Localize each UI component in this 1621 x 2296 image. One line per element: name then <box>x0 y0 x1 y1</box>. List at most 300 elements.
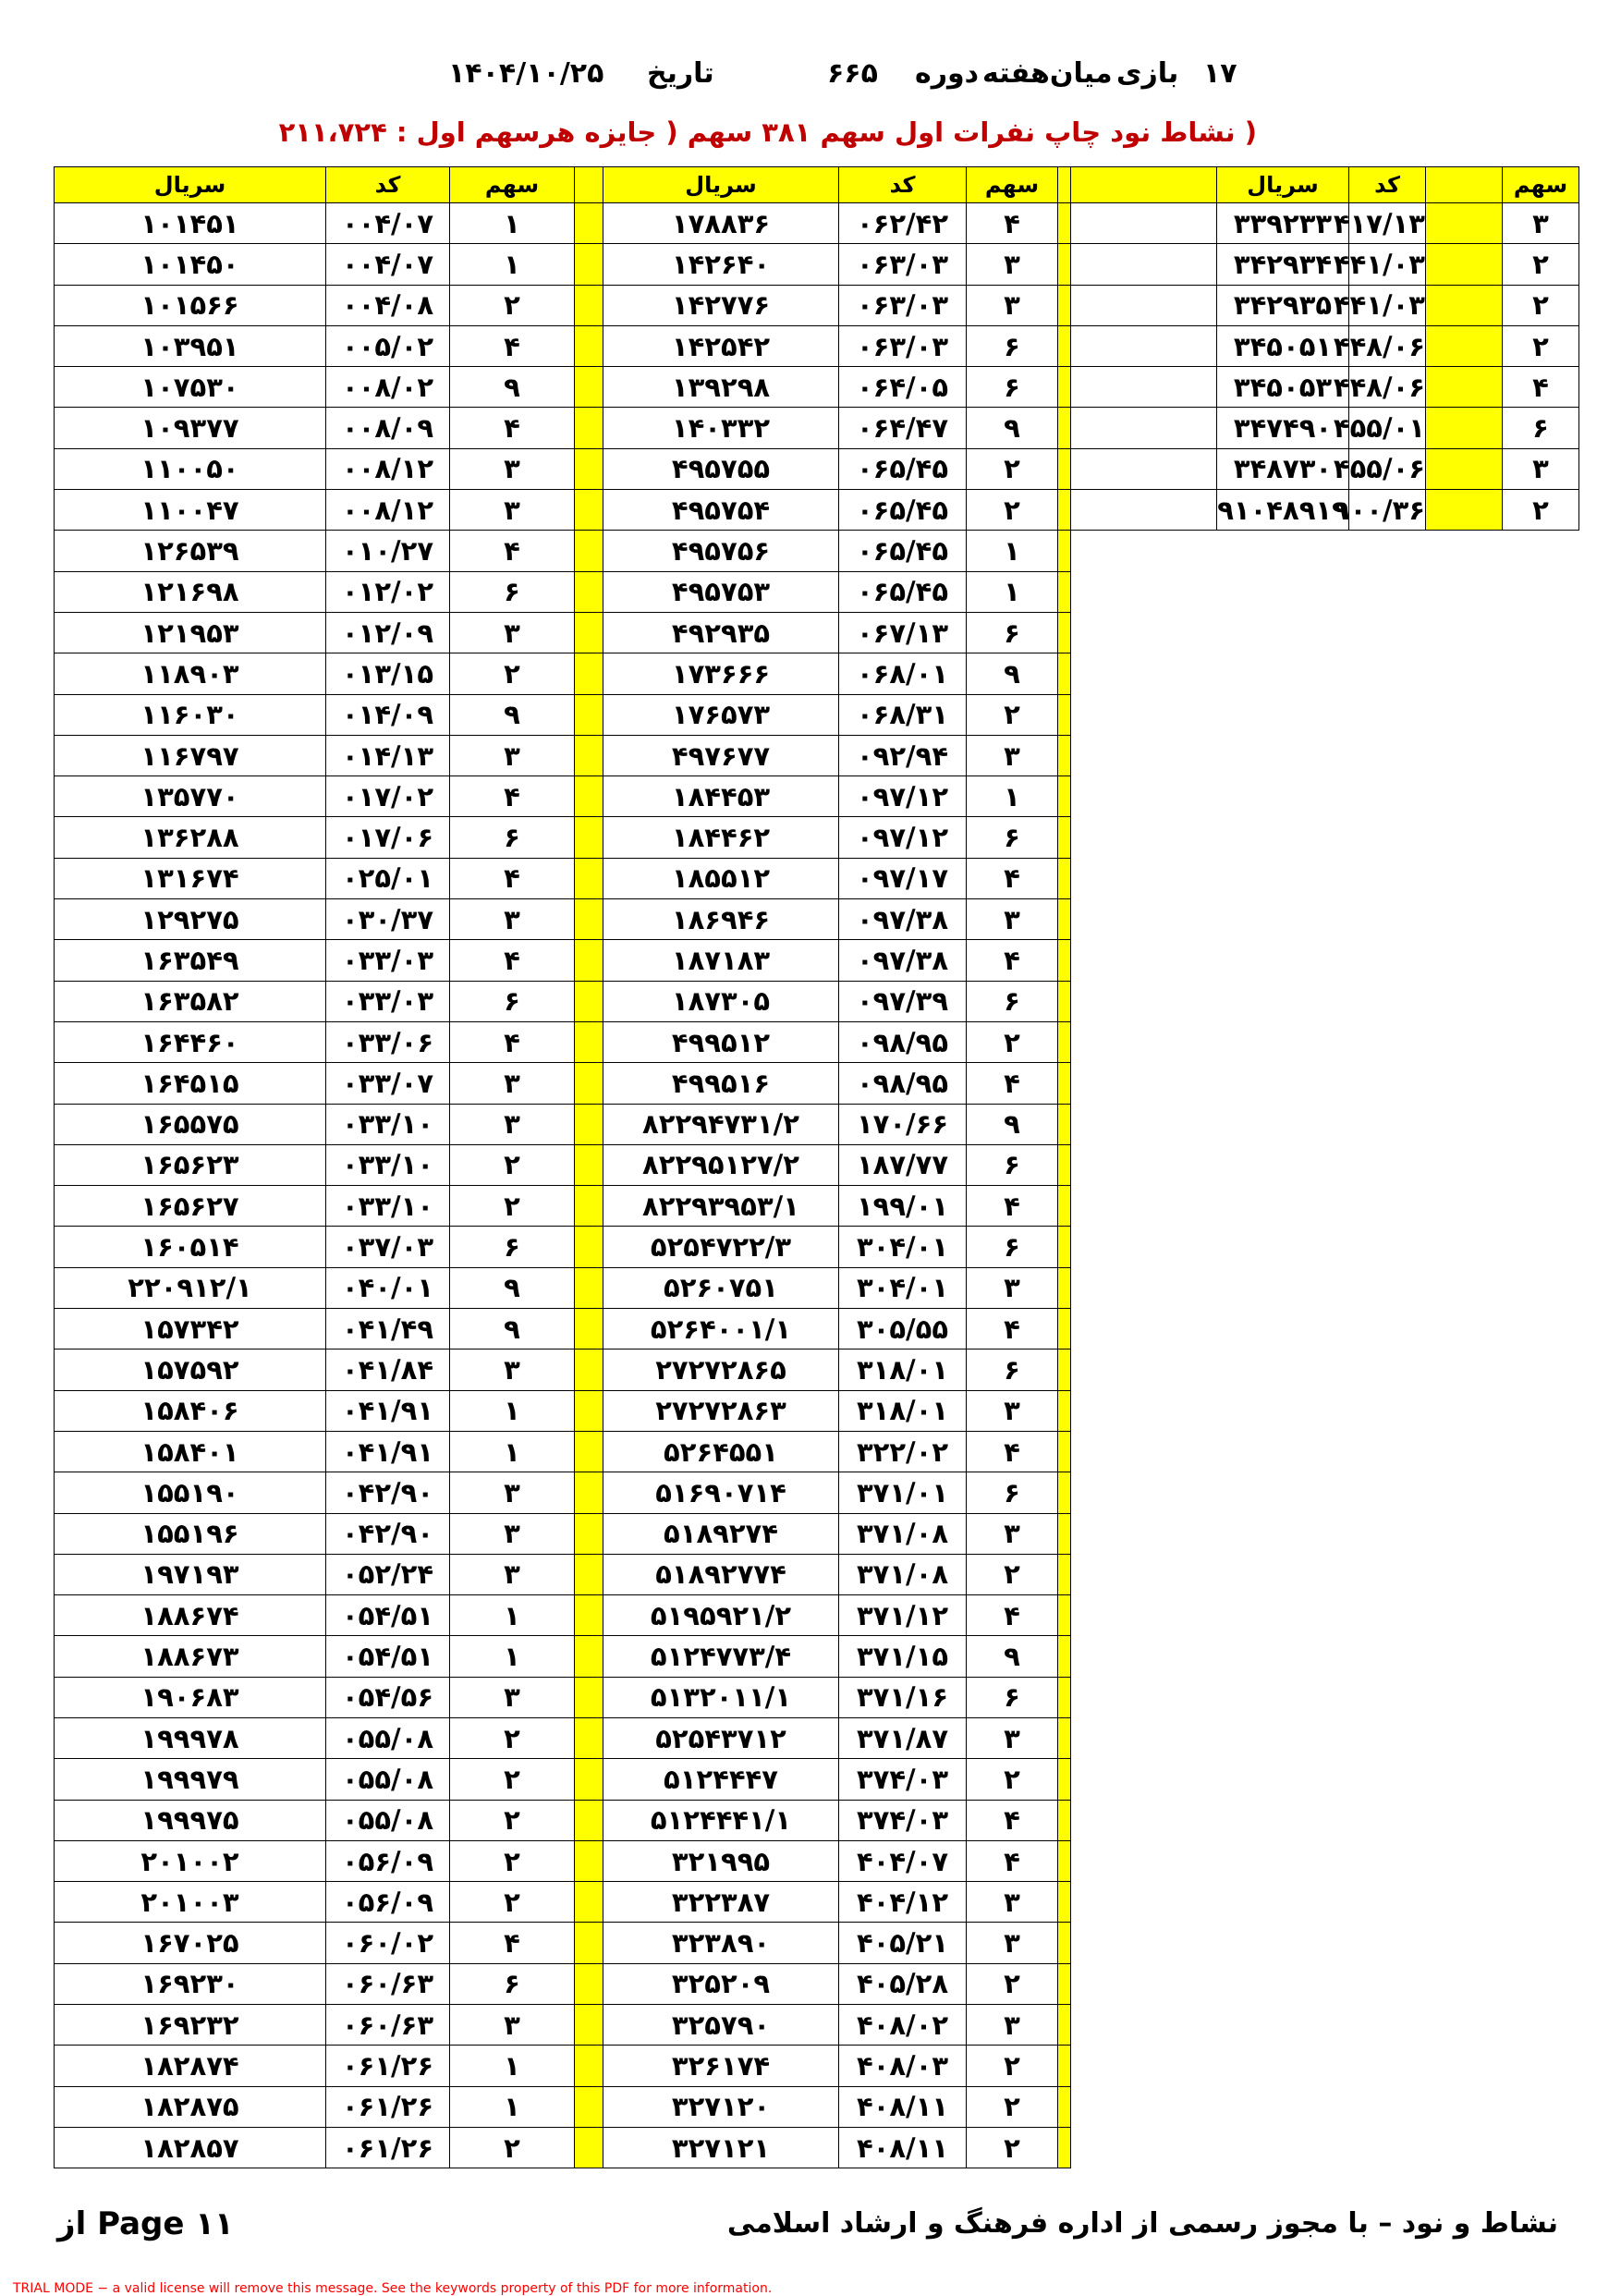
share-cell: ۳ <box>967 1717 1058 1758</box>
share-cell: ۳ <box>450 1677 575 1717</box>
serial-cell: ۱۰۷۵۳۰ <box>55 367 326 408</box>
code-cell: ۴۰۴/۰۷ <box>839 1840 967 1881</box>
date-label: تاریخ <box>647 57 714 90</box>
serial-cell: ۱۸۲۸۵۷ <box>55 2127 326 2168</box>
share-cell: ۴ <box>450 858 575 898</box>
code-cell: ۰۴۲/۹۰ <box>326 1472 450 1513</box>
share-cell: ۳ <box>450 1350 575 1390</box>
spacer-cell <box>575 858 603 898</box>
code-cell: ۰۴۱/۴۹ <box>326 1309 450 1350</box>
spacer-cell <box>575 1021 603 1062</box>
serial-cell: ۱۴۲۷۷۶ <box>603 285 839 325</box>
share-cell: ۲ <box>450 1144 575 1185</box>
serial-cell: ۱۸۶۹۴۶ <box>603 899 839 940</box>
share-cell: ۲ <box>1503 325 1579 366</box>
serial-cell: ۱۶۵۵۷۵ <box>55 1104 326 1144</box>
code-cell: ۰۳۳/۰۳ <box>326 981 450 1021</box>
table-row <box>55 325 1071 366</box>
code-cell: ۰۰۸/۱۲ <box>326 448 450 489</box>
spacer-cell <box>1058 285 1071 325</box>
share-cell: ۲ <box>450 285 575 325</box>
code-cell: ۰۰۴/۰۸ <box>326 285 450 325</box>
serial-cell: ۱۸۷۱۸۳ <box>603 940 839 981</box>
spacer-cell <box>575 1227 603 1267</box>
share-cell: ۲ <box>450 653 575 694</box>
code-cell: ۰۵۵/۰۸ <box>326 1759 450 1800</box>
serial-cell: ۱۸۴۴۶۲ <box>603 817 839 858</box>
share-cell: ۱ <box>450 1595 575 1636</box>
serial-cell: ۱۹۹۹۷۵ <box>55 1800 326 1840</box>
serial-cell: ۲۰۱۰۰۲ <box>55 1840 326 1881</box>
spacer-cell <box>575 367 603 408</box>
table-row <box>55 1144 1071 1185</box>
serial-cell: ۳۲۲۳۸۷ <box>603 1882 839 1923</box>
table-row <box>55 571 1071 612</box>
share-cell: ۳ <box>450 899 575 940</box>
spacer-cell <box>575 1554 603 1594</box>
serial-cell: ۳۲۱۹۹۵ <box>603 1840 839 1881</box>
serial-cell: ۳۲۷۱۲۰ <box>603 2086 839 2127</box>
report-subtitle: ( نشاط نود چاپ نفرات اول سهم ۳۸۱ سهم ( جایزه هرسهم اول : ۲۱۱،۷۲۴ <box>278 116 1257 148</box>
spacer-cell <box>575 1431 603 1472</box>
spacer-cell <box>575 408 603 448</box>
table-row <box>55 1063 1071 1104</box>
code-cell: ۰۰۸/۱۲ <box>326 490 450 531</box>
serial-cell: ۱۹۷۱۹۳ <box>55 1554 326 1594</box>
spacer-cell <box>575 2005 603 2046</box>
code-cell: ۳۰۴/۰۱ <box>839 1227 967 1267</box>
spacer-cell <box>575 2046 603 2086</box>
serial-cell: ۱۴۲۶۴۰ <box>603 244 839 285</box>
code-cell: ۰۶۵/۴۵ <box>839 531 967 571</box>
spacer-cell <box>575 1267 603 1308</box>
share-cell: ۴ <box>967 1063 1058 1104</box>
share-cell: ۳ <box>450 2005 575 2046</box>
spacer-cell <box>575 1063 603 1104</box>
code-cell: ۰۳۳/۰۷ <box>326 1063 450 1104</box>
share-cell: ۴ <box>967 1800 1058 1840</box>
spacer-cell <box>1058 1800 1071 1840</box>
spacer-cell <box>1058 1840 1071 1881</box>
code-cell: ۰۶۰/۶۳ <box>326 1963 450 2004</box>
table-row <box>55 1227 1071 1267</box>
share-cell: ۳ <box>1503 448 1579 489</box>
code-cell: ۳۷۱/۱۵ <box>839 1636 967 1677</box>
share-cell: ۳ <box>967 285 1058 325</box>
share-cell: ۶ <box>967 1227 1058 1267</box>
header-serial: سریال <box>55 167 326 203</box>
table-row <box>55 448 1071 489</box>
license-notice: نشاط و نود – با مجوز رسمی از اداره فرهنگ و ارشاد اسلامی <box>726 2207 1558 2240</box>
share-cell: ۶ <box>967 817 1058 858</box>
serial-cell: ۵۱۳۲۰۱۱/۱ <box>603 1677 839 1717</box>
serial-cell: ۱۴۲۵۴۲ <box>603 325 839 366</box>
code-cell: ۴۰۸/۰۲ <box>839 2005 967 2046</box>
code-cell: ۰۲۵/۰۱ <box>326 858 450 898</box>
code-cell: ۰۱۳/۱۵ <box>326 653 450 694</box>
spacer-cell <box>575 1840 603 1881</box>
code-cell: ۰۶۳/۰۳ <box>839 285 967 325</box>
results-table-main <box>54 166 1071 2168</box>
share-cell: ۴ <box>450 531 575 571</box>
serial-cell: ۱۷۸۸۳۶ <box>603 203 839 244</box>
table-row <box>55 1472 1071 1513</box>
code-cell: ۰۱۷/۰۲ <box>326 776 450 817</box>
code-cell: ۰۳۷/۰۳ <box>326 1227 450 1267</box>
code-cell: ۰۱۲/۰۲ <box>326 571 450 612</box>
spacer-cell <box>1058 1104 1071 1144</box>
spacer-cell <box>1426 408 1503 448</box>
code-cell: ۰۰۵/۰۲ <box>326 325 450 366</box>
share-cell: ۲ <box>967 1554 1058 1594</box>
header-code: کد <box>1349 167 1426 203</box>
spacer-cell <box>575 1350 603 1390</box>
spacer-cell <box>1058 653 1071 694</box>
serial-cell: ۴۹۹۵۱۲ <box>603 1021 839 1062</box>
code-cell: ۰۶۵/۴۵ <box>839 490 967 531</box>
spacer-cell <box>575 1472 603 1513</box>
spacer-cell <box>1426 448 1503 489</box>
spacer-cell <box>1070 244 1217 285</box>
share-cell: ۲ <box>1503 285 1579 325</box>
code-cell: ۳۷۴/۰۳ <box>839 1800 967 1840</box>
spacer-cell <box>575 1513 603 1554</box>
code-cell: ۱۹۹/۰۱ <box>839 1186 967 1227</box>
spacer-cell <box>1058 735 1071 776</box>
spacer-cell <box>575 244 603 285</box>
spacer-cell <box>1426 325 1503 366</box>
share-cell: ۲ <box>967 2127 1058 2168</box>
spacer-cell <box>1058 1267 1071 1308</box>
share-cell: ۹ <box>967 408 1058 448</box>
serial-cell: ۱۵۷۵۹۲ <box>55 1350 326 1390</box>
serial-cell: ۵۲۶۴۵۵۱ <box>603 1431 839 1472</box>
table-row <box>1070 408 1579 448</box>
share-cell: ۲ <box>450 1759 575 1800</box>
spacer-cell <box>1058 1350 1071 1390</box>
spacer-cell <box>1426 490 1503 531</box>
spacer-cell <box>1058 1227 1071 1267</box>
code-cell: ۴۵۵/۰۱ <box>1349 408 1426 448</box>
spacer-cell <box>1058 1144 1071 1185</box>
share-cell: ۴ <box>967 1840 1058 1881</box>
code-cell: ۳۱۸/۰۱ <box>839 1350 967 1390</box>
code-cell: ۴۱۷/۱۳ <box>1349 203 1426 244</box>
serial-cell: ۱۸۲۸۷۴ <box>55 2046 326 2086</box>
code-cell: ۰۶۱/۲۶ <box>326 2086 450 2127</box>
serial-cell: ۱۵۵۱۹۰ <box>55 1472 326 1513</box>
code-cell: ۴۴۱/۰۳ <box>1349 244 1426 285</box>
serial-cell: ۱۳۵۷۷۰ <box>55 776 326 817</box>
share-cell: ۳ <box>967 899 1058 940</box>
code-cell: ۰۳۳/۰۶ <box>326 1021 450 1062</box>
table-row <box>55 1717 1071 1758</box>
serial-cell: ۵۱۲۴۴۴۷ <box>603 1759 839 1800</box>
spacer-cell <box>1426 367 1503 408</box>
table-row <box>55 817 1071 858</box>
serial-cell: ۲۲۰۹۱۲/۱ <box>55 1267 326 1308</box>
header-serial: سریال <box>1217 167 1349 203</box>
serial-cell: ۱۶۰۵۱۴ <box>55 1227 326 1267</box>
code-cell: ۰۶۴/۰۵ <box>839 367 967 408</box>
code-cell: ۱۸۷/۷۷ <box>839 1144 967 1185</box>
serial-cell: ۱۶۹۲۳۰ <box>55 1963 326 2004</box>
code-cell: ۰۳۰/۳۷ <box>326 899 450 940</box>
spacer-cell <box>575 1963 603 2004</box>
code-cell: ۰۵۶/۰۹ <box>326 1882 450 1923</box>
spacer-cell <box>575 1636 603 1677</box>
page-number: Page ۱۱ از <box>57 2205 234 2242</box>
spacer-cell <box>1058 1431 1071 1472</box>
share-cell: ۲ <box>1503 490 1579 531</box>
code-cell: ۰۵۴/۵۱ <box>326 1636 450 1677</box>
share-cell: ۳ <box>450 1472 575 1513</box>
share-cell: ۴ <box>967 1186 1058 1227</box>
share-cell: ۶ <box>967 325 1058 366</box>
spacer-cell <box>575 531 603 571</box>
spacer-cell <box>1058 367 1071 408</box>
spacer-cell <box>1058 1759 1071 1800</box>
share-cell: ۶ <box>450 981 575 1021</box>
code-cell: ۳۷۱/۰۸ <box>839 1554 967 1594</box>
code-cell: ۰۱۴/۰۹ <box>326 694 450 735</box>
table-row <box>55 1267 1071 1308</box>
serial-cell: ۱۸۷۳۰۵ <box>603 981 839 1021</box>
spacer-cell <box>1058 1063 1071 1104</box>
serial-cell: ۱۶۴۴۶۰ <box>55 1021 326 1062</box>
code-cell: ۰۵۵/۰۸ <box>326 1800 450 1840</box>
spacer-cell <box>1058 817 1071 858</box>
table-row <box>55 653 1071 694</box>
share-cell: ۱ <box>450 1390 575 1431</box>
spacer-cell <box>1058 1309 1071 1350</box>
spacer-cell <box>575 776 603 817</box>
share-cell: ۴ <box>450 776 575 817</box>
table-row <box>55 1677 1071 1717</box>
share-cell: ۶ <box>450 817 575 858</box>
code-cell: ۴۰۸/۱۱ <box>839 2086 967 2127</box>
spacer-cell <box>1070 367 1217 408</box>
share-cell: ۴ <box>967 940 1058 981</box>
share-cell: ۴ <box>450 408 575 448</box>
code-cell: ۰۹۷/۳۸ <box>839 940 967 981</box>
share-cell: ۳ <box>450 1554 575 1594</box>
table-row <box>55 1800 1071 1840</box>
spacer-cell <box>575 735 603 776</box>
spacer-cell <box>1426 203 1503 244</box>
code-cell: ۰۴۱/۹۱ <box>326 1390 450 1431</box>
serial-cell: ۴۹۲۹۳۵ <box>603 612 839 653</box>
table-row <box>55 531 1071 571</box>
spacer-cell <box>575 899 603 940</box>
header-spacer <box>1070 167 1217 203</box>
spacer-cell <box>575 1882 603 1923</box>
share-cell: ۳ <box>450 1104 575 1144</box>
serial-cell: ۱۸۸۶۷۴ <box>55 1595 326 1636</box>
code-cell: ۰۴۲/۹۰ <box>326 1513 450 1554</box>
serial-cell: ۱۹۹۹۷۸ <box>55 1717 326 1758</box>
spacer-cell <box>575 1923 603 1963</box>
share-cell: ۳ <box>967 1390 1058 1431</box>
share-cell: ۲ <box>450 1717 575 1758</box>
code-cell: ۰۶۳/۰۳ <box>839 325 967 366</box>
share-cell: ۶ <box>967 1144 1058 1185</box>
spacer-cell <box>1058 2127 1071 2168</box>
serial-cell: ۱۱۶۰۳۰ <box>55 694 326 735</box>
share-cell: ۱ <box>450 1431 575 1472</box>
spacer-cell <box>1070 285 1217 325</box>
code-cell: ۳۷۴/۰۳ <box>839 1759 967 1800</box>
serial-cell: ۳۴۲۹۳۴ <box>1217 244 1349 285</box>
code-cell: ۰۶۸/۳۱ <box>839 694 967 735</box>
spacer-cell <box>575 694 603 735</box>
share-cell: ۴ <box>450 1923 575 1963</box>
spacer-cell <box>575 1595 603 1636</box>
spacer-cell <box>1058 244 1071 285</box>
serial-cell: ۱۶۳۵۸۲ <box>55 981 326 1021</box>
game-type: میان‌هفته <box>982 57 1113 90</box>
share-cell: ۶ <box>967 1350 1058 1390</box>
serial-cell: ۵۱۹۵۹۲۱/۲ <box>603 1595 839 1636</box>
code-cell: ۰۹۲/۹۴ <box>839 735 967 776</box>
code-cell: ۴۴۱/۰۳ <box>1349 285 1426 325</box>
spacer-cell <box>575 1390 603 1431</box>
spacer-cell <box>1058 325 1071 366</box>
table-row <box>55 1350 1071 1390</box>
share-cell: ۹ <box>450 694 575 735</box>
share-cell: ۲ <box>967 2046 1058 2086</box>
spacer-cell <box>1058 1021 1071 1062</box>
code-cell: ۰۰۴/۰۷ <box>326 244 450 285</box>
share-cell: ۴ <box>967 1309 1058 1350</box>
spacer-cell <box>575 1677 603 1717</box>
table-row <box>55 899 1071 940</box>
spacer-cell <box>1058 776 1071 817</box>
code-cell: ۳۷۱/۱۲ <box>839 1595 967 1636</box>
share-cell: ۳ <box>450 612 575 653</box>
table-row <box>55 776 1071 817</box>
spacer-cell <box>575 1104 603 1144</box>
share-cell: ۳ <box>967 1267 1058 1308</box>
code-cell: ۳۰۴/۰۱ <box>839 1267 967 1308</box>
spacer-cell <box>575 981 603 1021</box>
serial-cell: ۱۶۵۶۲۷ <box>55 1186 326 1227</box>
table-row <box>1070 203 1579 244</box>
trial-mode-notice: TRIAL MODE − a valid license will remove this message. See the keywords property of this PDF for more information. <box>13 2281 773 2296</box>
serial-cell: ۳۴۵۰۵۳ <box>1217 367 1349 408</box>
spacer-cell <box>1070 448 1217 489</box>
share-cell: ۲ <box>967 1021 1058 1062</box>
spacer-cell <box>1426 285 1503 325</box>
table-row <box>55 858 1071 898</box>
code-cell: ۰۶۰/۶۳ <box>326 2005 450 2046</box>
share-cell: ۱ <box>450 2086 575 2127</box>
serial-cell: ۴۹۷۶۷۷ <box>603 735 839 776</box>
share-cell: ۹ <box>967 1636 1058 1677</box>
serial-cell: ۱۸۵۵۱۲ <box>603 858 839 898</box>
serial-cell: ۱۶۴۵۱۵ <box>55 1063 326 1104</box>
share-cell: ۶ <box>450 571 575 612</box>
share-cell: ۳ <box>450 490 575 531</box>
share-cell: ۲ <box>1503 244 1579 285</box>
share-cell: ۴ <box>967 858 1058 898</box>
code-cell: ۰۶۸/۰۱ <box>839 653 967 694</box>
share-cell: ۳ <box>967 2005 1058 2046</box>
table-row <box>1070 448 1579 489</box>
spacer-cell <box>1070 203 1217 244</box>
period-number: ۶۶۵ <box>827 57 878 90</box>
table-row <box>55 694 1071 735</box>
code-cell: ۰۹۸/۹۵ <box>839 1021 967 1062</box>
spacer-cell <box>1058 1717 1071 1758</box>
share-cell: ۲ <box>450 2127 575 2168</box>
spacer-cell <box>575 653 603 694</box>
serial-cell: ۴۹۵۷۵۶ <box>603 531 839 571</box>
table-row <box>55 2005 1071 2046</box>
spacer-cell <box>1058 1677 1071 1717</box>
table-row <box>55 367 1071 408</box>
spacer-cell <box>1058 2005 1071 2046</box>
code-cell: ۰۳۳/۱۰ <box>326 1104 450 1144</box>
spacer-cell <box>1058 531 1071 571</box>
code-cell: ۰۴۱/۸۴ <box>326 1350 450 1390</box>
spacer-cell <box>1058 1472 1071 1513</box>
share-cell: ۲ <box>450 1882 575 1923</box>
serial-cell: ۴۹۹۵۱۶ <box>603 1063 839 1104</box>
serial-cell: ۱۷۶۵۷۳ <box>603 694 839 735</box>
code-cell: ۰۹۸/۹۵ <box>839 1063 967 1104</box>
spacer-cell <box>1058 203 1071 244</box>
spacer-cell <box>1070 408 1217 448</box>
table-row <box>55 735 1071 776</box>
serial-cell: ۳۴۷۴۹۰ <box>1217 408 1349 448</box>
results-table-right <box>1069 166 1579 531</box>
serial-cell: ۱۶۹۲۳۲ <box>55 2005 326 2046</box>
serial-cell: ۱۹۰۶۸۳ <box>55 1677 326 1717</box>
code-cell: ۴۰۸/۰۳ <box>839 2046 967 2086</box>
code-cell: ۳۱۸/۰۱ <box>839 1390 967 1431</box>
share-cell: ۶ <box>450 1963 575 2004</box>
code-cell: ۴۰۴/۱۲ <box>839 1882 967 1923</box>
spacer-cell <box>575 1144 603 1185</box>
share-cell: ۱ <box>967 571 1058 612</box>
serial-cell: ۴۹۵۷۵۳ <box>603 571 839 612</box>
share-cell: ۲ <box>450 1800 575 1840</box>
table-row <box>55 2046 1071 2086</box>
table-row <box>55 612 1071 653</box>
table-row <box>55 1840 1071 1881</box>
serial-cell: ۴۹۵۷۵۵ <box>603 448 839 489</box>
table-row <box>1070 285 1579 325</box>
share-cell: ۶ <box>967 1677 1058 1717</box>
serial-cell: ۱۱۶۷۹۷ <box>55 735 326 776</box>
serial-cell: ۵۲۵۴۳۷۱۲ <box>603 1717 839 1758</box>
code-cell: ۴۰۵/۲۱ <box>839 1923 967 1963</box>
serial-cell: ۳۲۵۲۰۹ <box>603 1963 839 2004</box>
share-cell: ۹ <box>967 1104 1058 1144</box>
serial-cell: ۱۲۱۹۵۳ <box>55 612 326 653</box>
spacer-cell <box>575 817 603 858</box>
share-cell: ۴ <box>967 1431 1058 1472</box>
spacer-cell <box>1426 244 1503 285</box>
serial-cell: ۱۸۴۴۵۳ <box>603 776 839 817</box>
serial-cell: ۱۱۰۰۴۷ <box>55 490 326 531</box>
serial-cell: ۱۵۵۱۹۶ <box>55 1513 326 1554</box>
share-cell: ۲ <box>967 2086 1058 2127</box>
serial-cell: ۱۷۳۶۶۶ <box>603 653 839 694</box>
share-cell: ۴ <box>967 1595 1058 1636</box>
code-cell: ۰۴۰/۰۱ <box>326 1267 450 1308</box>
